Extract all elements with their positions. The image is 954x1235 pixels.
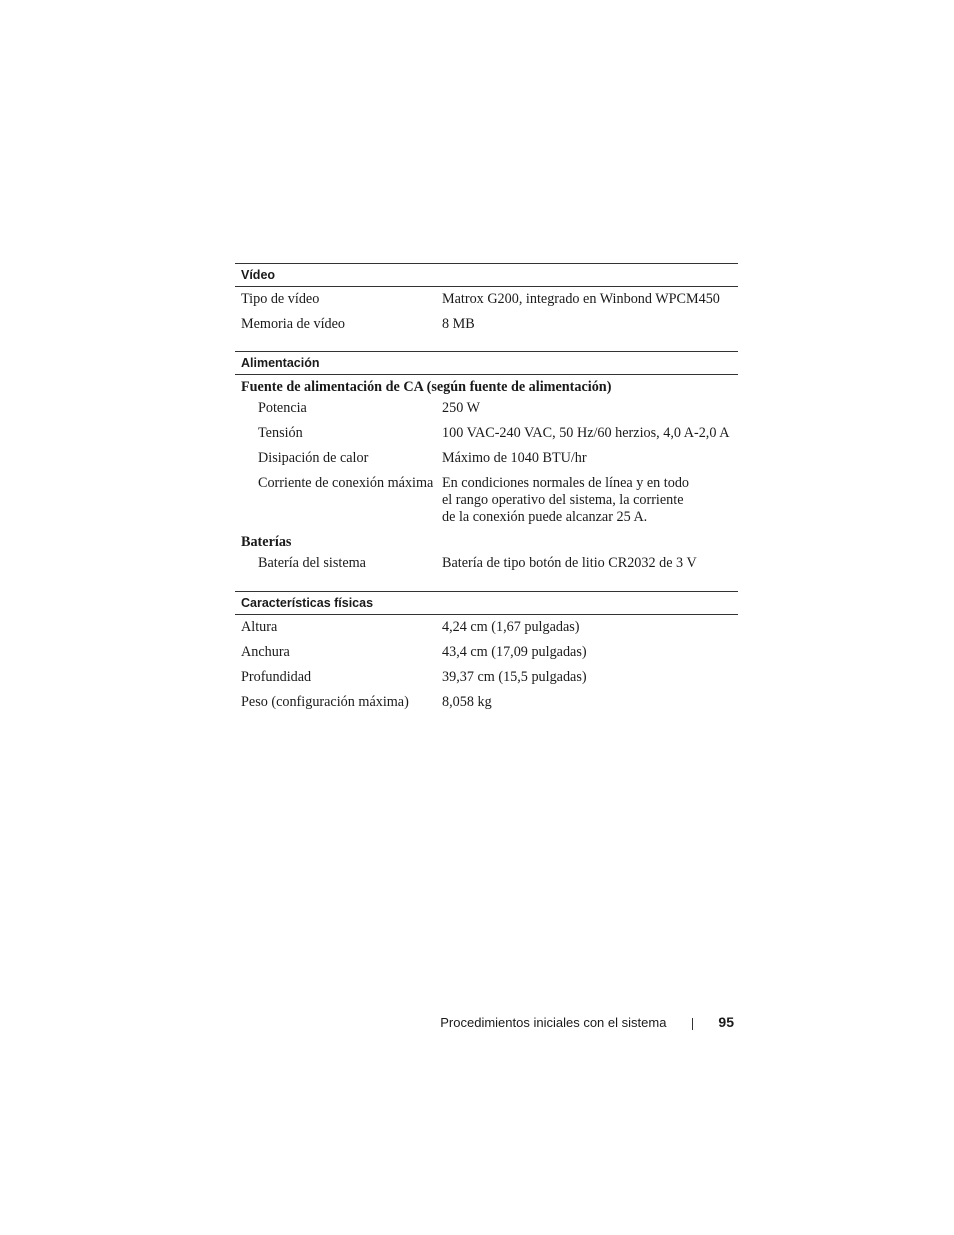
page-footer [440,1014,734,1030]
spec-value: Máximo de 1040 BTU/hr [442,450,587,466]
spec-row-video-memory [235,316,738,333]
spec-value: 39,37 cm (15,5 pulgadas) [442,669,587,685]
spec-row-height [235,619,738,636]
section-heading-physical: Características físicas [235,591,738,615]
footer-title: Procedimientos iniciales con el sistema [440,1014,667,1030]
spec-row-depth [235,669,738,686]
spec-row-weight [235,694,738,711]
spec-value: Batería de tipo botón de litio CR2032 de 3 V [442,555,697,571]
spec-value: Matrox G200, integrado en Winbond WPCM450 [442,291,720,307]
spec-value: 8 MB [442,316,475,332]
spec-value: 250 W [442,400,480,416]
subheading-ac-power-supply: Fuente de alimentación de CA (según fuente de alimentación) [241,379,612,395]
spec-value: 8,058 kg [442,694,492,710]
section-heading-power: Alimentación [235,351,738,375]
spec-value [442,475,738,526]
spec-label: Anchura [241,644,290,660]
footer-separator [692,1018,693,1030]
spec-label: Tipo de vídeo [241,291,320,307]
spec-row-video-type [235,291,738,308]
page-number: 95 [718,1014,734,1030]
spec-row-inrush-current [235,475,738,526]
spec-label: Altura [241,619,278,635]
spec-value-line: de la conexión puede alcanzar 25 A. [442,509,648,525]
spec-row-heat-dissipation [235,450,738,467]
spec-label: Potencia [258,400,307,416]
spec-row-system-battery [235,555,738,572]
spec-label: Tensión [258,425,303,441]
subheading-batteries: Baterías [241,534,292,550]
spec-row-voltage [235,425,738,442]
spec-label: Profundidad [241,669,312,685]
spec-label: Disipación de calor [258,450,369,466]
spec-value: 4,24 cm (1,67 pulgadas) [442,619,580,635]
spec-value: 100 VAC-240 VAC, 50 Hz/60 herzios, 4,0 A-2,0 A [442,425,730,441]
specifications-table [235,263,738,711]
spec-value-line: el rango operativo del sistema, la corriente [442,492,684,508]
spec-value-line: En condiciones normales de línea y en todo [442,475,690,491]
spec-label: Batería del sistema [258,555,366,571]
section-heading-video: Vídeo [235,263,738,287]
spec-row-wattage [235,400,738,417]
spec-label: Peso (configuración máxima) [241,694,409,710]
spec-label: Corriente de conexión máxima [258,475,434,491]
spec-label: Memoria de vídeo [241,316,346,332]
spec-row-width [235,644,738,661]
spec-value: 43,4 cm (17,09 pulgadas) [442,644,587,660]
